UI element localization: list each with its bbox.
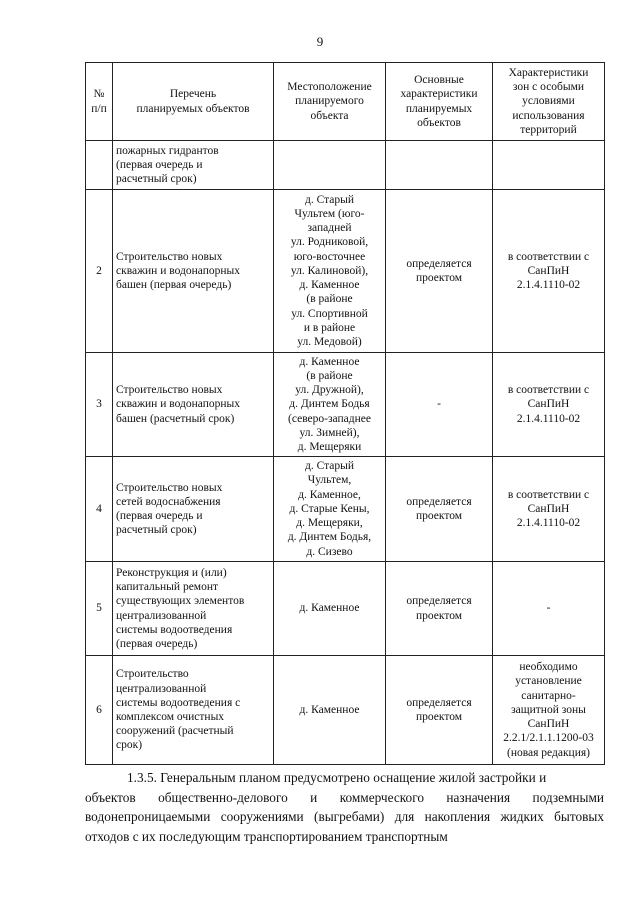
row-num-cell: 4 [86, 457, 113, 562]
paragraph-rest: объектов общественно-делового и коммерческого назначения подземными водонепроницаемыми сооружениями (выгребами) для накопления жидких бытовых отходов с их последующим транспортированием транспортным [85, 789, 604, 844]
row-zones-cell [493, 141, 605, 190]
header-zones: Характеристики зон с особыми условиями использования территорий [493, 63, 605, 141]
row-characteristics-cell: определяется проектом [386, 656, 493, 765]
header-characteristics: Основные характеристики планируемых объектов [386, 63, 493, 141]
page-number: 9 [316, 34, 324, 49]
row-num-cell: 2 [86, 190, 113, 353]
planned-objects-table [85, 62, 605, 765]
table-row [86, 190, 605, 353]
row-num-cell: 3 [86, 353, 113, 457]
row-object-cell: Строительство новых скважин и водонапорных башен (первая очередь) [113, 190, 274, 353]
row-characteristics-cell: - [386, 353, 493, 457]
row-object-cell: Строительство централизованной системы водоотведения с комплексом очистных сооружений (расчетный срок) [113, 656, 274, 765]
table-row [86, 562, 605, 656]
row-zones-cell: в соответствии с СанПиН 2.1.4.1110-02 [493, 190, 605, 353]
row-characteristics-cell [386, 141, 493, 190]
row-object-cell: Строительство новых сетей водоснабжения (первая очередь и расчетный срок) [113, 457, 274, 562]
section-paragraph [85, 768, 604, 846]
row-zones-cell: в соответствии с СанПиН 2.1.4.1110-02 [493, 353, 605, 457]
row-location-cell: д. Каменное [274, 656, 386, 765]
row-zones-cell: необходимо установление санитарно- защитной зоны СанПиН 2.2.1/2.1.1.1200-03 (новая редакция) [493, 656, 605, 765]
row-characteristics-cell: определяется проектом [386, 457, 493, 562]
row-zones-cell: - [493, 562, 605, 656]
table-row [86, 141, 605, 190]
table-row [86, 656, 605, 765]
row-location-cell: д. Старый Чультем (юго- западней ул. Родниковой, юго-восточнее ул. Калиновой), д. Каменное (в районе ул. Спортивной и в районе ул. Медовой) [274, 190, 386, 353]
table-row [86, 353, 605, 457]
row-object-cell: Реконструкция и (или) капитальный ремонт существующих элементов централизованной системы водоотведения (первая очередь) [113, 562, 274, 656]
row-location-cell: д. Каменное (в районе ул. Дружной), д. Динтем Бодья (северо-западнее ул. Зимней), д. Мещеряки [274, 353, 386, 457]
table-header-row [86, 63, 605, 141]
row-characteristics-cell: определяется проектом [386, 562, 493, 656]
header-list: Перечень планируемых объектов [113, 63, 274, 141]
row-location-cell: д. Каменное [274, 562, 386, 656]
paragraph-first-line: 1.3.5. Генеральным планом предусмотрено оснащение жилой застройки и [127, 770, 547, 785]
table-row [86, 457, 605, 562]
header-num: № п/п [86, 63, 113, 141]
row-num-cell: 6 [86, 656, 113, 765]
row-object-cell: Строительство новых скважин и водонапорных башен (расчетный срок) [113, 353, 274, 457]
row-location-cell: д. Старый Чультем, д. Каменное, д. Старые Кены, д. Мещеряки, д. Динтем Бодья, д. Сизево [274, 457, 386, 562]
header-location: Местоположение планируемого объекта [274, 63, 386, 141]
row-num-cell: 5 [86, 562, 113, 656]
row-num-cell [86, 141, 113, 190]
row-location-cell [274, 141, 386, 190]
row-zones-cell: в соответствии с СанПиН 2.1.4.1110-02 [493, 457, 605, 562]
row-object-cell: пожарных гидрантов (первая очередь и расчетный срок) [113, 141, 274, 190]
row-characteristics-cell: определяется проектом [386, 190, 493, 353]
